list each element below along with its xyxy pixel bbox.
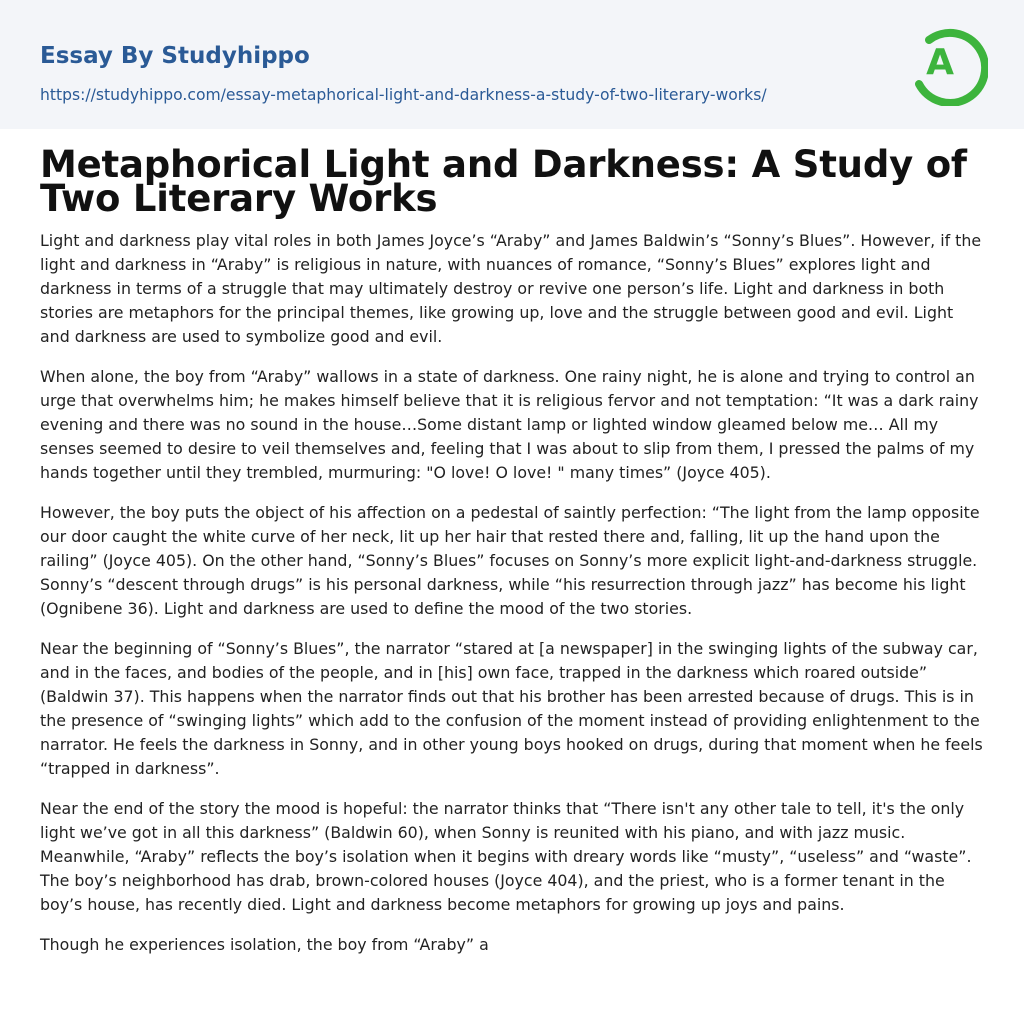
article-paragraph: Though he experiences isolation, the boy from “Araby” a — [40, 935, 489, 954]
article-paragraph: Light and darkness play vital roles in both James Joyce’s “Araby” and James Baldwin’s “Sonny’s Blues”. However, if the light and darkness in “Araby” is religious in nature, with nuances of romance, “Sonny’s Blues” explores light and darkness in terms of a struggle that may ultimately destroy or revive one person’s life. Light and darkness in both stories are metaphors for the principal themes, like growing up, love and the struggle between good and evil. Light and darkness are used to symbolize good and evil. — [40, 231, 982, 346]
site-header — [0, 0, 1024, 129]
article-body — [0, 129, 1024, 957]
studyhippo-logo-icon[interactable] — [908, 18, 988, 106]
article-paragraph: Near the end of the story the mood is hopeful: the narrator thinks that “There isn't any other tale to tell, it's the only light we’ve got in all this darkness” (Baldwin 60), when Sonny is reunited with his piano, and with jazz music. Meanwhile, “Araby” reflects the boy’s isolation when it begins with dreary words like “musty”, “useless” and “waste”. The boy’s neighborhood has drab, brown-colored houses (Joyce 404), and the priest, who is a former tenant in the boy’s house, has recently died. Light and darkness become metaphors for growing up joys and pains. — [40, 799, 972, 914]
article-title: Metaphorical Light and Darkness: A Study of Two Literary Works — [40, 143, 967, 220]
logo-letter: A — [926, 42, 954, 83]
article-paragraph: However, the boy puts the object of his affection on a pedestal of saintly perfection: “The light from the lamp opposite our door caught the white curve of her neck, lit up her hair that rested there and, falling, lit up the hand upon the railing” (Joyce 405). On the other hand, “Sonny’s Blues” focuses on Sonny’s more explicit light-and-darkness struggle. Sonny’s “descent through drugs” is his personal darkness, while “his resurrection through jazz” has become his light (Ognibene 36). Light and darkness are used to define the mood of the two stories. — [40, 503, 980, 618]
article-paragraph: Near the beginning of “Sonny’s Blues”, the narrator “stared at [a newspaper] in the swinging lights of the subway car, and in the faces, and bodies of the people, and in [his] own face, trapped in the darkness which roared outside” (Baldwin 37). This happens when the narrator finds out that his brother has been arrested because of drugs. This is in the presence of “swinging lights” which add to the confusion of the moment instead of providing enlightenment to the narrator. He feels the darkness in Sonny, and in other young boys hooked on drugs, during that moment when he feels “trapped in darkness”. — [40, 639, 983, 778]
article-paragraph: When alone, the boy from “Araby” wallows in a state of darkness. One rainy night, he is alone and trying to control an urge that overwhelms him; he makes himself believe that it is religious fervor and not temptation: “It was a dark rainy evening and there was no sound in the house…Some distant lamp or lighted window gleamed below me… All my senses seemed to desire to veil themselves and, feeling that I was about to slip from them, I pressed the palms of my hands together until they trembled, murmuring: "O love! O love! " many times” (Joyce 405). — [40, 367, 979, 482]
site-title[interactable]: Essay By Studyhippo — [40, 43, 310, 69]
article-url-link[interactable]: https://studyhippo.com/essay-metaphorical-light-and-darkness-a-study-of-two-literary-works/ — [40, 86, 767, 104]
